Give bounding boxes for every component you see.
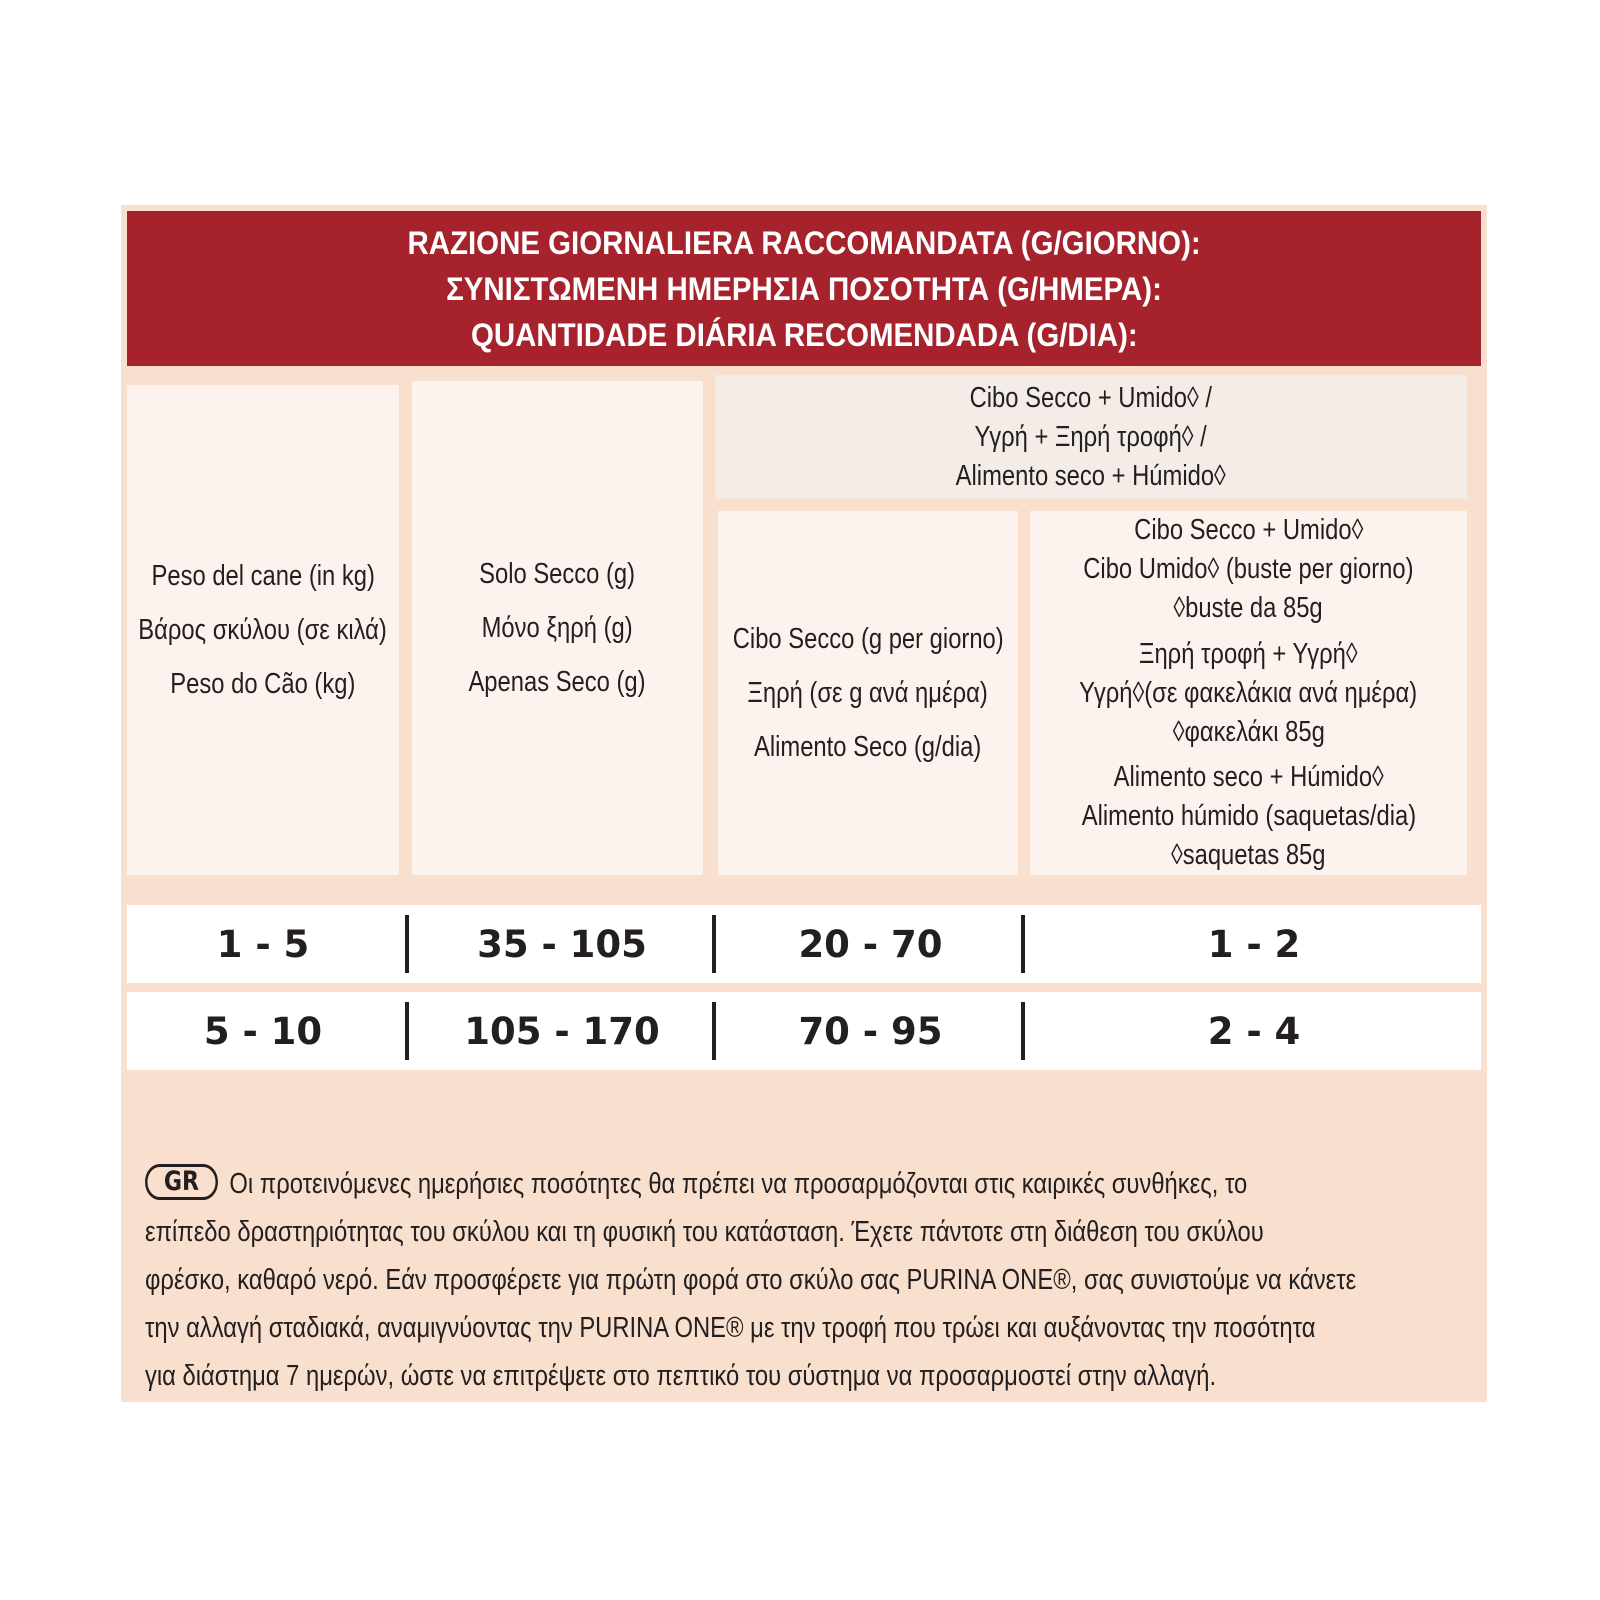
column-header-wet-part-line: Alimento húmido (saquetas/dia)	[1081, 800, 1416, 832]
note-line: φρέσκο, καθαρό νερό. Εάν προσφέρετε για πρώτη φορά στο σκύλο σας PURINA ONE®, σας συνιστούμε να κάνετε	[145, 1264, 1357, 1296]
cell-wet-part: 1 - 2	[1207, 922, 1301, 966]
title-line-pt: QUANTIDADE DIÁRIA RECOMENDADA (G/DIA):	[470, 316, 1138, 353]
column-group-header-mixed	[715, 375, 1467, 499]
column-header-wet-part-line: ◊φακελάκι 85g	[1172, 715, 1325, 748]
column-header-weight-pt: Peso do Cão (kg)	[170, 668, 356, 700]
title-line-gr: ΣΥΝΙΣΤΩΜΕΝΗ ΗΜΕΡΗΣΙΑ ΠΟΣΟΤΗΤΑ (G/ΗΜΕΡΑ):	[446, 270, 1162, 307]
column-header-wet-part-line: Cibo Umido◊ (buste per giorno)	[1083, 553, 1414, 585]
note-line: την αλλαγή σταδιακά, αναμιγνύοντας την PURINA ONE® με την τροφή που τρώει και αυξάνοντας την ποσότητα	[145, 1312, 1316, 1344]
title-line-it: RAZIONE GIORNALIERA RACCOMANDATA (G/GIORNO):	[407, 224, 1201, 261]
column-header-weight	[127, 385, 399, 875]
column-divider	[1021, 915, 1025, 973]
column-header-dry-part	[718, 511, 1018, 875]
note-line	[145, 1160, 1248, 1208]
column-header-wet-part-line: Υγρή◊(σε φακελάκια ανά ημέρα)	[1079, 676, 1418, 709]
column-header-dry-only-pt: Apenas Seco (g)	[468, 666, 647, 698]
cell-dry-part: 70 - 95	[798, 1009, 943, 1053]
column-divider	[712, 915, 716, 973]
feeding-note-gr	[145, 1160, 1465, 1400]
column-divider	[405, 1002, 409, 1060]
column-header-weight-gr: Βάρος σκύλου (σε κιλά)	[138, 614, 388, 646]
cell-weight: 1 - 5	[216, 922, 310, 966]
column-header-wet-part-line: Cibo Secco + Umido◊	[1133, 514, 1364, 546]
feeding-guide-title	[127, 211, 1481, 366]
column-group-mixed-it: Cibo Secco + Umido◊ /	[969, 381, 1213, 414]
note-line: επίπεδο δραστηριότητας του σκύλου και τη φυσική του κατάσταση. Έχετε πάντοτε στη διάθεση του σκύλου	[145, 1216, 1264, 1248]
feeding-guide-panel	[121, 205, 1487, 1402]
column-group-mixed-pt: Alimento seco + Húmido◊	[955, 459, 1227, 492]
table-row	[127, 905, 1481, 983]
column-group-mixed-gr: Υγρή + Ξηρή τροφή◊ /	[974, 420, 1208, 453]
table-row	[127, 992, 1481, 1070]
cell-dry-only: 35 - 105	[477, 922, 647, 966]
column-header-weight-it: Peso del cane (in kg)	[151, 560, 375, 592]
note-line-text: Οι προτεινόμενες ημερήσιες ποσότητες θα πρέπει να προσαρμόζονται στις καιρικές συνθήκες, το	[229, 1168, 1248, 1200]
column-header-dry-only-gr: Μόνο ξηρή (g)	[481, 612, 634, 644]
column-divider	[405, 915, 409, 973]
column-header-dry-only-it: Solo Secco (g)	[479, 558, 636, 590]
column-divider	[1021, 1002, 1025, 1060]
column-header-wet-part-line: ◊buste da 85g	[1173, 592, 1324, 624]
cell-wet-part: 2 - 4	[1207, 1009, 1301, 1053]
column-header-wet-part-line: Ξηρή τροφή + Υγρή◊	[1139, 637, 1358, 670]
column-header-wet-part	[1030, 511, 1467, 875]
column-header-dry-part-gr: Ξηρή (σε g ανά ημέρα)	[747, 677, 989, 709]
column-header-wet-part-line: Alimento seco + Húmido◊	[1113, 761, 1384, 793]
note-line: για διάστημα 7 ημερών, ώστε να επιτρέψετε στο πεπτικό του σύστημα να προσαρμοστεί στην αλλαγή.	[145, 1360, 1217, 1392]
column-header-wet-part-line: ◊saquetas 85g	[1171, 839, 1326, 871]
column-header-dry-part-it: Cibo Secco (g per giorno)	[732, 623, 1004, 655]
column-header-dry-only	[412, 381, 703, 875]
language-badge: GR	[145, 1164, 218, 1200]
column-divider	[712, 1002, 716, 1060]
cell-weight: 5 - 10	[203, 1009, 323, 1053]
column-header-dry-part-pt: Alimento Seco (g/dia)	[754, 731, 982, 763]
cell-dry-only: 105 - 170	[464, 1009, 660, 1053]
cell-dry-part: 20 - 70	[798, 922, 943, 966]
